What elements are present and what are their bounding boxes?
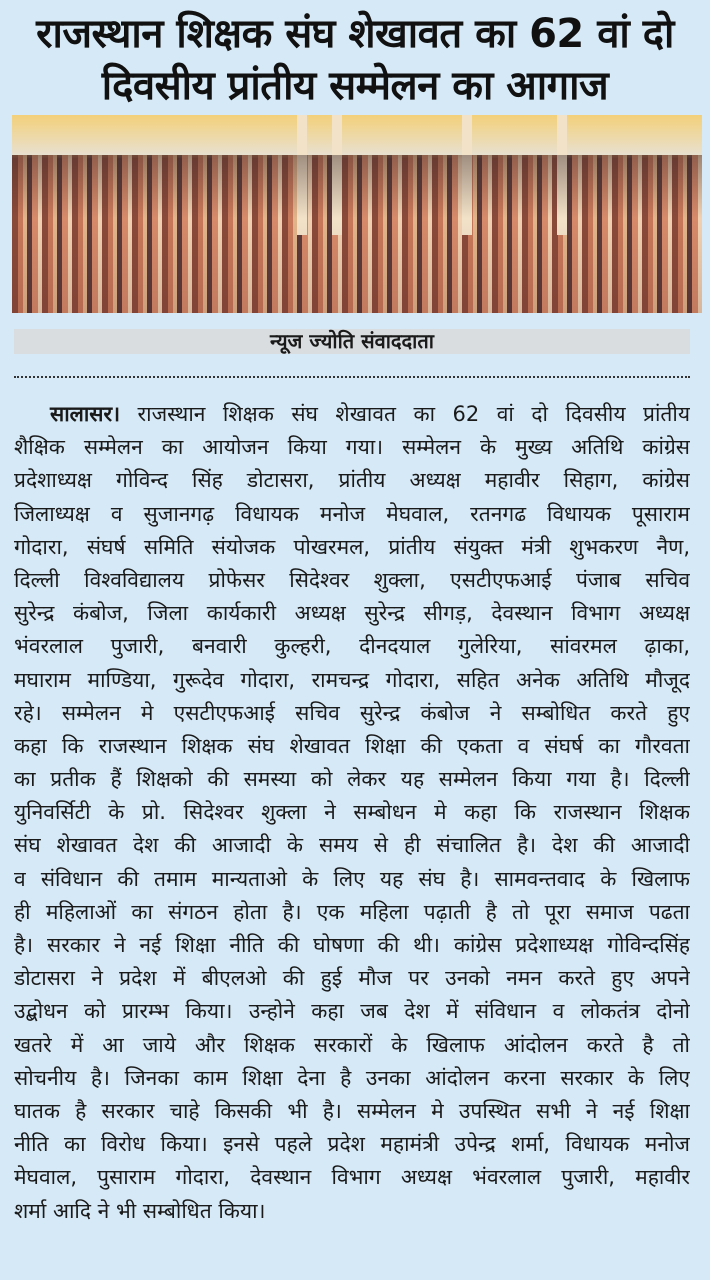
byline: न्यूज ज्योति संवाददाता <box>14 329 690 354</box>
headline-line-1: राजस्थान शिक्षक संघ शेखावत का 62 वां दो <box>36 11 674 57</box>
article-line: उद्बोधन को प्रारम्भ किया। उन्होने कहा जब देश में संविधान व लोकतंत्र दोनो <box>14 999 690 1024</box>
article-line: शर्मा आदि ने भी सम्बोधित किया। <box>14 1198 266 1223</box>
article-line: सुरेन्द्र कंबोज, जिला कार्यकारी अध्यक्ष सुरेन्द्र सीगड़, देवस्थान विभाग अध्यक्ष <box>14 601 690 626</box>
article-line: खतरे में आ जाये और शिक्षक सरकारों के खिलाफ आंदोलन करते है तो <box>14 1032 690 1057</box>
article-line: युनिवर्सिटी के प्रो. सिदेश्वर शुक्ला ने सम्बोधन मे कहा कि राजस्थान शिक्षक <box>14 800 690 825</box>
crowd-shading <box>12 155 702 313</box>
headline <box>0 8 710 112</box>
conference-crowd-photo <box>12 115 702 313</box>
article-line-text: राजस्थान शिक्षक संघ शेखावत का 62 वां दो दिवसीय प्रांतीय <box>120 402 690 426</box>
article-line: रहे। सम्मेलन मे एसटीएफआई सचिव सुरेन्द्र कंबोज ने सम्बोधित करते हुए <box>14 700 690 725</box>
article-line: प्रदेशाध्यक्ष गोविन्द सिंह डोटासरा, प्रांतीय अध्यक्ष महावीर सिहाग, कांग्रेस <box>14 468 690 493</box>
article-line: व संविधान की तमाम मान्यताओ के लिए यह संघ है। सामवन्तवाद के खिलाफ <box>14 866 690 891</box>
article-line: नीति का विरोध किया। इनसे पहले प्रदेश महामंत्री उपेन्द्र शर्मा, विधायक मनोज <box>14 1132 690 1157</box>
article-line: है। सरकार ने नई शिक्षा नीति की घोषणा की थी। कांग्रेस प्रदेशाध्यक्ष गोविन्दसिंह <box>14 933 690 957</box>
article-line: घातक है सरकार चाहे किसकी भी है। सम्मेलन मे उपस्थित सभी ने नई शिक्षा <box>14 1098 690 1123</box>
article-line: गोदारा, संघर्ष समिति संयोजक पोखरमल, प्रांतीय संयुक्त मंत्री शुभकरण नैण, <box>14 534 690 559</box>
article-line: जिलाध्यक्ष व सुजानगढ़ विधायक मनोज मेघवाल, रतनगढ विधायक पूसाराम <box>14 501 690 526</box>
dotted-divider <box>14 376 690 378</box>
article-line: डोटासरा ने प्रदेश में बीएलओ की हुई मौज पर उनको नमन करते हुए अपने <box>14 966 690 991</box>
article-line: संघ शेखावत देश की आजादी के समय से ही संचालित है। देश की आजादी <box>14 833 690 858</box>
dateline: सालासर। <box>50 402 121 426</box>
article-line: सोचनीय है। जिनका काम शिक्षा देना है उनका आंदोलन करना सरकार के लिए <box>14 1065 690 1090</box>
article-line: भंवरलाल पुजारी, बनवारी कुल्हरी, दीनदयाल गुलेरिया, सांवरमल ढ़ाका, <box>14 634 690 659</box>
article-line: का प्रतीक हैं शिक्षको की समस्या को लेकर यह सम्मेलन किया गया है। दिल्ली <box>14 767 690 792</box>
headline-line-2: दिवसीय प्रांतीय सम्मेलन का आगाज <box>101 63 609 109</box>
article-line: कहा कि राजस्थान शिक्षक संघ शेखावत शिक्षा की एकता व संघर्ष का गौरवता <box>14 733 690 758</box>
article-line: मघाराम माण्डिया, गुरूदेव गोदारा, रामचन्द्र गोदारा, सहित अनेक अतिथि मौजूद <box>14 667 690 692</box>
article-line: ही महिलाओं का संगठन होता है। एक महिला पढ़ाती है तो पूरा समाज पढता <box>14 899 690 924</box>
article-line: दिल्ली विश्वविद्यालय प्रोफेसर सिदेश्वर शुक्ला, एसटीएफआई पंजाब सचिव <box>14 567 690 592</box>
article-body <box>14 398 690 1228</box>
article-line <box>14 398 690 431</box>
article-line: शैक्षिक सम्मेलन का आयोजन किया गया। सम्मेलन के मुख्य अतिथि कांग्रेस <box>14 435 690 460</box>
article-line: मेघवाल, पुसाराम गोदारा, देवस्थान विभाग अध्यक्ष भंवरलाल पुजारी, महावीर <box>14 1165 690 1190</box>
tent-canopy <box>12 115 702 155</box>
